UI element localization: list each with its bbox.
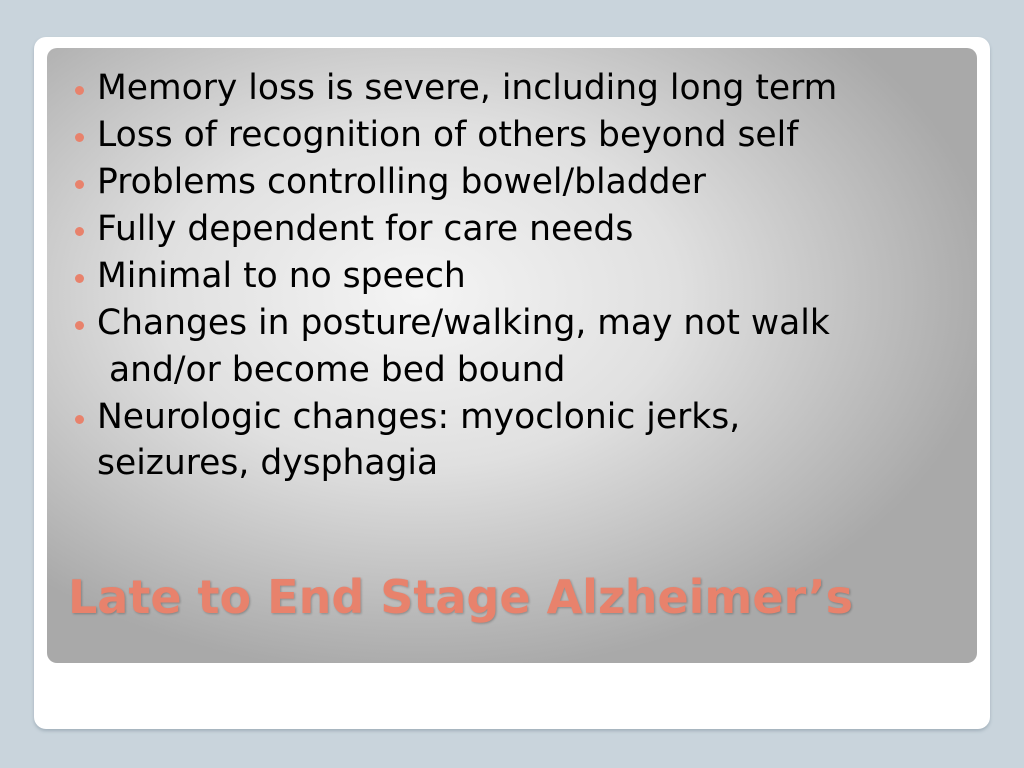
bullet-item bbox=[47, 65, 977, 112]
bullet-item bbox=[47, 394, 897, 486]
bullet-list bbox=[47, 65, 977, 486]
bullet-item bbox=[47, 300, 977, 394]
slide-title: Late to End Stage Alzheimer’s bbox=[68, 570, 854, 624]
bullet-dot-icon bbox=[75, 227, 84, 236]
bullet-dot-icon bbox=[75, 321, 84, 330]
bullet-text: Changes in posture/walking, may not walk bbox=[97, 303, 830, 343]
bullet-dot-icon bbox=[75, 415, 84, 424]
bullet-continuation-text: and/or become bed bound bbox=[109, 350, 566, 390]
bullet-item bbox=[47, 253, 977, 300]
bullet-dot-icon bbox=[75, 180, 84, 189]
bullet-text: Loss of recognition of others beyond self bbox=[97, 115, 799, 155]
bullet-dot-icon bbox=[75, 133, 84, 142]
bullet-text: Memory loss is severe, including long term bbox=[97, 68, 838, 108]
bullet-item bbox=[47, 112, 977, 159]
bullet-dot-icon bbox=[75, 86, 84, 95]
content-panel bbox=[47, 48, 977, 663]
bullet-text: Minimal to no speech bbox=[97, 256, 466, 296]
bullet-item bbox=[47, 206, 977, 253]
bullet-dot-icon bbox=[75, 274, 84, 283]
bullet-text: Neurologic changes: myoclonic jerks, seizures, dysphagia bbox=[97, 397, 741, 483]
bullet-text: Problems controlling bowel/bladder bbox=[97, 162, 706, 202]
bullet-text: Fully dependent for care needs bbox=[97, 209, 634, 249]
bullet-item bbox=[47, 159, 977, 206]
